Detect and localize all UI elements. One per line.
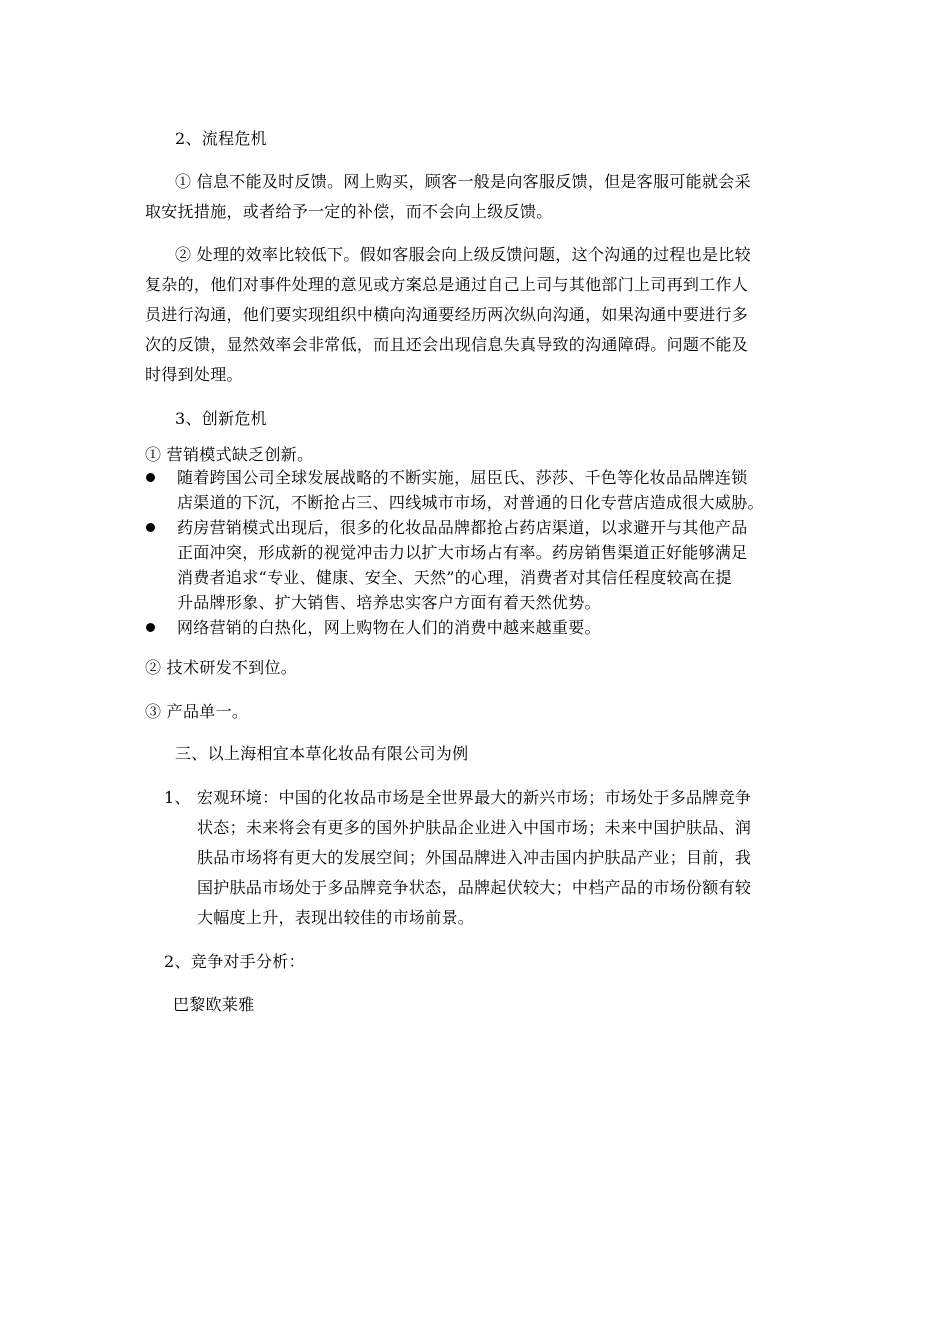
- bullet-text-line: 消费者追求“专业、健康、安全、天然”的心理，消费者对其信任程度较高在提: [177, 568, 732, 587]
- part-heading-case-study: 三、以上海相宜本草化妆品有限公司为例: [175, 744, 469, 763]
- bullet-dot-icon: [146, 523, 155, 532]
- text-line: 时得到处理。: [145, 365, 243, 384]
- bullet-dot-icon: [146, 623, 155, 632]
- text-line: 次的反馈，显然效率会非常低，而且还会出现信息失真导致的沟通障碍。问题不能及: [145, 335, 749, 354]
- text-line: 状态；未来将会有更多的国外护肤品企业进入中国市场；未来中国护肤品、润: [197, 818, 752, 837]
- text-line: 肤品市场将有更大的发展空间；外国品牌进入冲击国内护肤品产业；目前，我: [197, 848, 752, 867]
- text-line: 国护肤品市场处于多品牌竞争状态，品牌起伏较大；中档产品的市场份额有较: [197, 878, 752, 897]
- bullet-text-line: 随着跨国公司全球发展战略的不断实施，屈臣氏、莎莎、千色等化妆品品牌连锁: [177, 468, 748, 487]
- text-line: ② 处理的效率比较低下。假如客服会向上级反馈问题，这个沟通的过程也是比较: [175, 245, 751, 264]
- bullet-dot-icon: [146, 473, 155, 482]
- bullet-text-line: 药房营销模式出现后，很多的化妆品品牌都抢占药店渠道，以求避开与其他产品: [177, 518, 748, 537]
- list-item-marketing-model: ① 营销模式缺乏创新。: [145, 445, 314, 464]
- bullet-text-line: 网络营销的白热化，网上购物在人们的消费中越来越重要。: [177, 618, 601, 637]
- list-item-rnd: ② 技术研发不到位。: [145, 658, 298, 677]
- text-line: 复杂的，他们对事件处理的意见或方案总是通过自己上司与其他部门上司再到工作人: [145, 275, 749, 294]
- section-heading-innovation-crisis: 3、创新危机: [175, 409, 267, 428]
- bullet-text-line: 升品牌形象、扩大销售、培养忠实客户方面有着天然优势。: [177, 593, 601, 612]
- text-line: 宏观环境：中国的化妆品市场是全世界最大的新兴市场；市场处于多品牌竞争: [197, 788, 752, 807]
- section-heading-process-crisis: 2、流程危机: [175, 129, 267, 148]
- text-line: 员进行沟通，他们要实现组织中横向沟通要经历两次纵向沟通，如果沟通中要进行多: [145, 305, 749, 324]
- text-line: 大幅度上升，表现出较佳的市场前景。: [197, 908, 475, 927]
- text-line: ① 信息不能及时反馈。网上购买，顾客一般是向客服反馈，但是客服可能就会采: [175, 172, 751, 191]
- text-line: 取安抚措施，或者给予一定的补偿，而不会向上级反馈。: [145, 202, 553, 221]
- competitor-name: 巴黎欧莱雅: [173, 995, 255, 1014]
- list-item-single-product: ③ 产品单一。: [145, 702, 249, 721]
- bullet-text-line: 店渠道的下沉，不断抢占三、四线城市市场，对普通的日化专营店造成很大威胁。: [177, 493, 764, 512]
- list-number: 1、: [164, 788, 191, 807]
- competitor-analysis-heading: 2、竞争对手分析：: [164, 952, 305, 971]
- bullet-text-line: 正面冲突，形成新的视觉冲击力以扩大市场占有率。药房销售渠道正好能够满足: [177, 543, 748, 562]
